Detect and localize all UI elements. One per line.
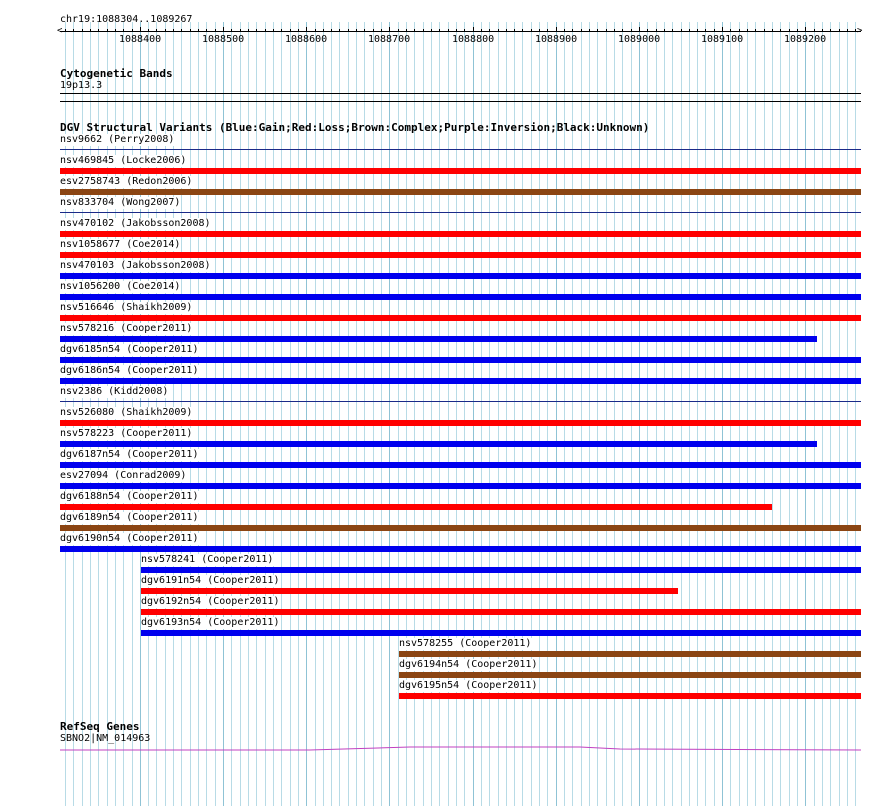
dgv-variant-label[interactable]: nsv516646 (Shaikh2009): [60, 302, 193, 313]
ruler-tick: [847, 29, 848, 32]
ruler-tick: [681, 29, 682, 32]
grid-line: [547, 22, 548, 806]
ruler-tick: [65, 29, 66, 32]
grid-line: [364, 22, 365, 806]
grid-line: [206, 22, 207, 806]
grid-line: [814, 22, 815, 806]
ruler-tick: [331, 29, 332, 32]
ruler-tick: [173, 29, 174, 32]
ruler-tick: [240, 29, 241, 32]
ruler-tick: [839, 29, 840, 32]
grid-line: [348, 22, 349, 806]
grid-line: [539, 22, 540, 806]
range-label: chr19:1088304..1089267: [60, 14, 193, 25]
ruler-tick: [423, 29, 424, 32]
grid-line: [564, 22, 565, 806]
dgv-variant-bar[interactable]: [60, 401, 861, 402]
dgv-variant-bar[interactable]: [60, 525, 861, 531]
ruler-tick-label: 1088600: [285, 34, 328, 45]
ruler-tick: [589, 29, 590, 32]
dgv-variant-label[interactable]: dgv6189n54 (Cooper2011): [60, 512, 199, 523]
dgv-variant-bar[interactable]: [399, 651, 861, 657]
cytoband-title: Cytogenetic Bands: [60, 67, 173, 80]
ruler-tick-label: 1089200: [784, 34, 827, 45]
grid-line: [589, 22, 590, 806]
ruler-tick: [456, 29, 457, 32]
ruler-tick: [315, 29, 316, 32]
ruler-tick: [564, 29, 565, 32]
dgv-variant-label[interactable]: nsv578216 (Cooper2011): [60, 323, 193, 334]
ruler-tick: [132, 29, 133, 32]
ruler-tick: [755, 29, 756, 32]
grid-line: [672, 22, 673, 806]
cytoband-label[interactable]: 19p13.3: [60, 80, 103, 91]
dgv-variant-label[interactable]: nsv578241 (Cooper2011): [141, 554, 274, 565]
dgv-variant-label[interactable]: dgv6188n54 (Cooper2011): [60, 491, 199, 502]
ruler-tick: [123, 29, 124, 32]
dgv-variant-label[interactable]: esv27094 (Conrad2009): [60, 470, 187, 481]
ruler-tick: [181, 29, 182, 32]
ruler-tick: [664, 29, 665, 32]
dgv-variant-bar[interactable]: [60, 252, 861, 258]
ruler-tick: [156, 29, 157, 32]
ruler-tick: [597, 29, 598, 32]
grid-line: [656, 22, 657, 806]
ruler-left-arrow: <: [57, 26, 63, 36]
grid-line: [315, 22, 316, 806]
dgv-variant-bar[interactable]: [60, 420, 861, 426]
dgv-variant-bar[interactable]: [60, 149, 861, 150]
ruler-tick: [323, 29, 324, 32]
refseq-gene-track[interactable]: [60, 742, 861, 754]
grid-line: [830, 22, 831, 806]
cytoband-line-bottom: [60, 101, 861, 102]
ruler-tick: [522, 29, 523, 32]
dgv-variant-label[interactable]: nsv833704 (Wong2007): [60, 197, 181, 208]
grid-line: [747, 22, 748, 806]
grid-line: [273, 22, 274, 806]
dgv-variant-bar[interactable]: [141, 630, 861, 636]
grid-line: [223, 22, 224, 806]
grid-line: [622, 22, 623, 806]
dgv-variant-bar[interactable]: [60, 546, 861, 552]
ruler-tick: [406, 29, 407, 32]
ruler-tick-label: 1088800: [452, 34, 495, 45]
grid-line: [839, 22, 840, 806]
dgv-variant-bar[interactable]: [399, 672, 861, 678]
grid-line: [647, 22, 648, 806]
ruler-tick: [739, 29, 740, 32]
grid-line: [689, 22, 690, 806]
ruler-tick: [148, 29, 149, 32]
grid-line: [281, 22, 282, 806]
grid-line: [339, 22, 340, 806]
dgv-variant-label[interactable]: esv2758743 (Redon2006): [60, 176, 193, 187]
dgv-variant-label[interactable]: dgv6192n54 (Cooper2011): [141, 596, 280, 607]
grid-line: [822, 22, 823, 806]
ruler-tick: [822, 29, 823, 32]
ruler-tick: [572, 29, 573, 32]
dgv-variant-bar[interactable]: [60, 231, 861, 237]
ruler-tick: [431, 29, 432, 32]
grid-line: [780, 22, 781, 806]
ruler-tick: [714, 29, 715, 32]
ruler-tick-label: 1088400: [119, 34, 162, 45]
ruler-tick: [356, 29, 357, 32]
dgv-variant-label[interactable]: dgv6190n54 (Cooper2011): [60, 533, 199, 544]
ruler-tick: [398, 29, 399, 32]
ruler-tick: [622, 29, 623, 32]
grid-line: [331, 22, 332, 806]
dgv-variant-label[interactable]: nsv1056200 (Coe2014): [60, 281, 181, 292]
grid-line: [381, 22, 382, 806]
ruler-tick: [215, 29, 216, 32]
grid-line: [722, 22, 723, 806]
ruler-tick: [614, 29, 615, 32]
ruler-tick: [98, 29, 99, 32]
ruler-tick: [547, 29, 548, 32]
ruler-tick: [606, 29, 607, 32]
ruler-tick-label: 1088700: [368, 34, 411, 45]
dgv-variant-bar[interactable]: [60, 441, 817, 447]
grid-line: [739, 22, 740, 806]
ruler-tick: [581, 29, 582, 32]
dgv-variant-bar[interactable]: [141, 588, 678, 594]
grid-line: [231, 22, 232, 806]
dgv-variant-bar[interactable]: [60, 504, 772, 510]
grid-line: [290, 22, 291, 806]
ruler-tick: [730, 29, 731, 32]
dgv-variant-bar[interactable]: [60, 294, 861, 300]
ruler-tick: [231, 29, 232, 32]
grid-line: [265, 22, 266, 806]
ruler-tick: [273, 29, 274, 32]
grid-line: [248, 22, 249, 806]
ruler-tick: [348, 29, 349, 32]
grid-line: [847, 22, 848, 806]
dgv-variant-label[interactable]: nsv578223 (Cooper2011): [60, 428, 193, 439]
grid-line: [789, 22, 790, 806]
refseq-gene-label[interactable]: SBNO2|NM_014963: [60, 733, 151, 744]
grid-line: [581, 22, 582, 806]
ruler-tick: [256, 29, 257, 32]
grid-line: [714, 22, 715, 806]
ruler-tick: [82, 29, 83, 32]
ruler-tick: [656, 29, 657, 32]
dgv-variant-bar[interactable]: [141, 567, 861, 573]
ruler-tick: [439, 29, 440, 32]
ruler-tick: [498, 29, 499, 32]
dgv-variant-bar[interactable]: [60, 357, 861, 363]
ruler-tick: [73, 29, 74, 32]
ruler-tick: [206, 29, 207, 32]
ruler-tick: [140, 27, 141, 32]
ruler-tick: [855, 29, 856, 32]
ruler-right-arrow: >: [857, 26, 863, 36]
ruler-tick-label: 1089100: [701, 34, 744, 45]
dgv-track-title: DGV Structural Variants (Blue:Gain;Red:Loss;Brown:Complex;Purple:Inversion;Black:Unknown): [60, 121, 650, 134]
ruler-tick: [797, 29, 798, 32]
grid-line: [389, 22, 390, 806]
grid-line: [572, 22, 573, 806]
ruler-tick: [722, 27, 723, 32]
dgv-variant-label[interactable]: nsv470103 (Jakobsson2008): [60, 260, 211, 271]
dgv-variant-bar[interactable]: [60, 189, 861, 195]
grid-line: [730, 22, 731, 806]
ruler-tick: [556, 27, 557, 32]
ruler-tick: [514, 29, 515, 32]
grid-line: [764, 22, 765, 806]
grid-line: [631, 22, 632, 806]
ruler-tick: [389, 27, 390, 32]
dgv-variant-label[interactable]: nsv470102 (Jakobsson2008): [60, 218, 211, 229]
grid-line: [215, 22, 216, 806]
ruler-tick: [814, 29, 815, 32]
ruler-tick: [198, 29, 199, 32]
dgv-variant-label[interactable]: dgv6194n54 (Cooper2011): [399, 659, 538, 670]
grid-line: [240, 22, 241, 806]
ruler-tick: [464, 29, 465, 32]
gene-model-line: [60, 747, 861, 750]
ruler-tick: [414, 29, 415, 32]
ruler-tick: [780, 29, 781, 32]
grid-line: [697, 22, 698, 806]
ruler-tick: [223, 27, 224, 32]
ruler-tick: [165, 29, 166, 32]
dgv-variant-label[interactable]: dgv6185n54 (Cooper2011): [60, 344, 199, 355]
grid-line: [705, 22, 706, 806]
ruler-tick: [531, 29, 532, 32]
ruler-tick-label: 1088900: [535, 34, 578, 45]
ruler-tick: [672, 29, 673, 32]
ruler-tick: [481, 29, 482, 32]
ruler-tick: [115, 29, 116, 32]
ruler-tick: [697, 29, 698, 32]
grid-line: [256, 22, 257, 806]
grid-line: [597, 22, 598, 806]
ruler-tick: [705, 29, 706, 32]
ruler-tick: [789, 29, 790, 32]
grid-line: [373, 22, 374, 806]
ruler-tick: [248, 29, 249, 32]
dgv-variant-label[interactable]: dgv6186n54 (Cooper2011): [60, 365, 199, 376]
ruler-tick: [473, 27, 474, 32]
dgv-variant-bar[interactable]: [60, 483, 861, 489]
grid-line: [356, 22, 357, 806]
dgv-variant-label[interactable]: nsv526080 (Shaikh2009): [60, 407, 193, 418]
ruler-tick: [265, 29, 266, 32]
ruler-tick: [90, 29, 91, 32]
ruler-tick: [298, 29, 299, 32]
dgv-variant-label[interactable]: nsv9662 (Perry2008): [60, 134, 175, 145]
dgv-variant-bar[interactable]: [60, 315, 861, 321]
ruler-tick: [639, 27, 640, 32]
grid-line: [198, 22, 199, 806]
dgv-variant-bar[interactable]: [60, 378, 861, 384]
refseq-title: RefSeq Genes: [60, 720, 140, 733]
ruler-tick: [373, 29, 374, 32]
grid-line: [772, 22, 773, 806]
grid-line: [681, 22, 682, 806]
dgv-variant-bar[interactable]: [141, 609, 861, 615]
grid-line: [805, 22, 806, 806]
grid-line: [755, 22, 756, 806]
ruler-tick: [339, 29, 340, 32]
dgv-variant-bar[interactable]: [60, 212, 861, 213]
grid-line: [639, 22, 640, 806]
dgv-variant-label[interactable]: dgv6191n54 (Cooper2011): [141, 575, 280, 586]
ruler-tick: [747, 29, 748, 32]
ruler-tick: [506, 29, 507, 32]
dgv-variant-label[interactable]: dgv6195n54 (Cooper2011): [399, 680, 538, 691]
ruler-tick: [190, 29, 191, 32]
ruler-tick: [489, 29, 490, 32]
ruler-tick: [805, 27, 806, 32]
dgv-variant-label[interactable]: nsv2386 (Kidd2008): [60, 386, 169, 397]
grid-line: [664, 22, 665, 806]
ruler-tick: [107, 29, 108, 32]
ruler-tick: [772, 29, 773, 32]
ruler-tick-label: 1089000: [618, 34, 661, 45]
dgv-variant-label[interactable]: nsv469845 (Locke2006): [60, 155, 187, 166]
ruler-tick: [689, 29, 690, 32]
dgv-variant-bar[interactable]: [60, 168, 861, 174]
dgv-variant-label[interactable]: dgv6187n54 (Cooper2011): [60, 449, 199, 460]
dgv-variant-bar[interactable]: [60, 336, 817, 342]
grid-line: [306, 22, 307, 806]
dgv-variant-label[interactable]: nsv578255 (Cooper2011): [399, 638, 532, 649]
dgv-variant-bar[interactable]: [60, 462, 861, 468]
grid-line: [614, 22, 615, 806]
ruler-tick: [306, 27, 307, 32]
dgv-variant-bar[interactable]: [399, 693, 861, 699]
grid-line: [797, 22, 798, 806]
grid-line: [855, 22, 856, 806]
ruler-tick: [290, 29, 291, 32]
dgv-variant-bar[interactable]: [60, 273, 861, 279]
dgv-variant-label[interactable]: nsv1058677 (Coe2014): [60, 239, 181, 250]
ruler-tick: [764, 29, 765, 32]
dgv-variant-label[interactable]: dgv6193n54 (Cooper2011): [141, 617, 280, 628]
ruler-tick: [539, 29, 540, 32]
ruler-tick: [647, 29, 648, 32]
ruler-tick: [281, 29, 282, 32]
ruler-tick: [381, 29, 382, 32]
ruler-tick: [364, 29, 365, 32]
cytoband-line-top: [60, 93, 861, 94]
ruler-tick: [448, 29, 449, 32]
ruler-tick: [631, 29, 632, 32]
grid-line: [556, 22, 557, 806]
grid-line: [298, 22, 299, 806]
grid-line: [606, 22, 607, 806]
ruler-tick-label: 1088500: [202, 34, 245, 45]
grid-line: [323, 22, 324, 806]
ruler-tick: [830, 29, 831, 32]
